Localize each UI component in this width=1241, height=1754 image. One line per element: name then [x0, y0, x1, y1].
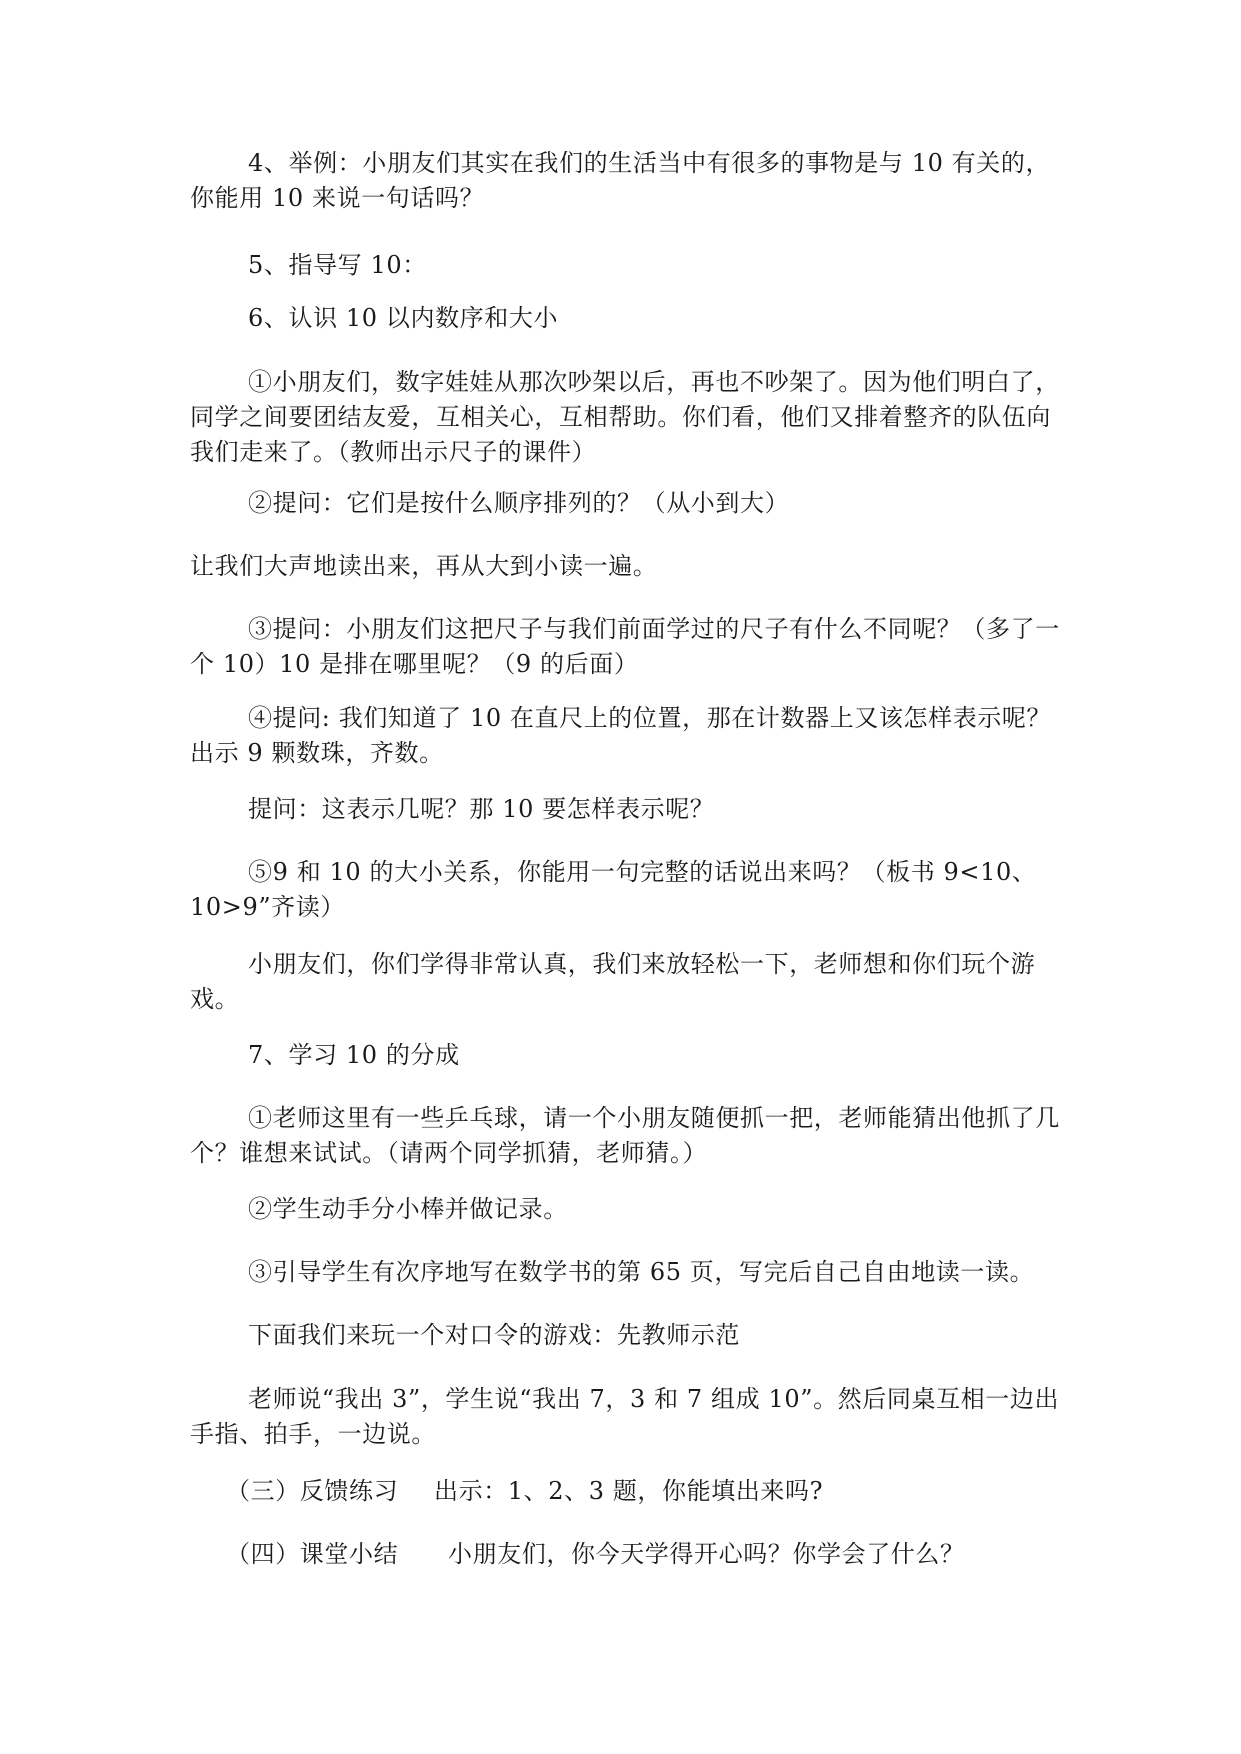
- paragraph-write-ten: 5、指导写 10：: [248, 251, 427, 279]
- paragraph-ruler-difference: ③提问：小朋友们这把尺子与我们前面学过的尺子有什么不同呢？（多了一个 10）10 是排在哪里呢？（9 的后面）: [190, 615, 1060, 678]
- paragraph-read-aloud: 让我们大声地读出来，再从大到小读一遍。: [190, 552, 658, 580]
- paragraph-password-game: 下面我们来玩一个对口令的游戏：先教师示范: [248, 1321, 740, 1349]
- paragraph-decomposition-heading: 7、学习 10 的分成: [248, 1041, 460, 1069]
- paragraph-number-dolls: ①小朋友们，数字娃娃从那次吵架以后，再也不吵架了。因为他们明白了，同学之间要团结友爱，互相关心，互相帮助。你们看，他们又排着整齐的队伍向我们走来了。（教师出示尺子的课件）: [190, 368, 1060, 466]
- paragraph-counter-beads: ④提问: 我们知道了 10 在直尺上的位置，那在计数器上又该怎样表示呢？出示 9 颗数珠，齐数。: [190, 704, 1052, 767]
- paragraph-question-ten: 提问：这表示几呢？那 10 要怎样表示呢？: [248, 795, 715, 823]
- paragraph-write-page-65: ③引导学生有次序地写在数学书的第 65 页，写完后自己自由地读一读。: [248, 1258, 1035, 1286]
- section-class-summary: [226, 1537, 965, 1572]
- paragraph-number-order-heading: 6、认识 10 以内数序和大小: [248, 304, 559, 332]
- section-feedback-practice: [226, 1474, 824, 1509]
- feedback-text: 出示：1、2、3 题，你能填出来吗?: [434, 1477, 824, 1505]
- paragraph-question-order: ②提问：它们是按什么顺序排列的？（从小到大）: [248, 489, 790, 517]
- summary-text: 小朋友们，你今天学得开心吗？你学会了什么？: [448, 1540, 965, 1568]
- paragraph-sticks-record: ②学生动手分小棒并做记录。: [248, 1195, 568, 1223]
- paragraph-compare-9-10: ⑤9 和 10 的大小关系，你能用一句完整的话说出来吗？（板书 9<10、10>9”齐读）: [190, 858, 1037, 921]
- paragraph-example: 4、举例：小朋友们其实在我们的生活当中有很多的事物是与 10 有关的，你能用 10 来说一句话吗？: [190, 149, 1051, 212]
- feedback-label: （三）反馈练习: [226, 1477, 399, 1505]
- summary-label: （四）课堂小结: [226, 1540, 399, 1568]
- paragraph-game-intro: 小朋友们，你们学得非常认真，我们来放轻松一下，老师想和你们玩个游戏。: [190, 950, 1036, 1013]
- paragraph-ping-pong: ①老师这里有一些乒乓球，请一个小朋友随便抓一把，老师能猜出他抓了几个？谁想来试试。（请两个同学抓猜，老师猜。）: [190, 1104, 1060, 1167]
- paragraph-teacher-says: 老师说“我出 3”，学生说“我出 7，3 和 7 组成 10”。然后同桌互相一边出手指、拍手，一边说。: [190, 1385, 1060, 1448]
